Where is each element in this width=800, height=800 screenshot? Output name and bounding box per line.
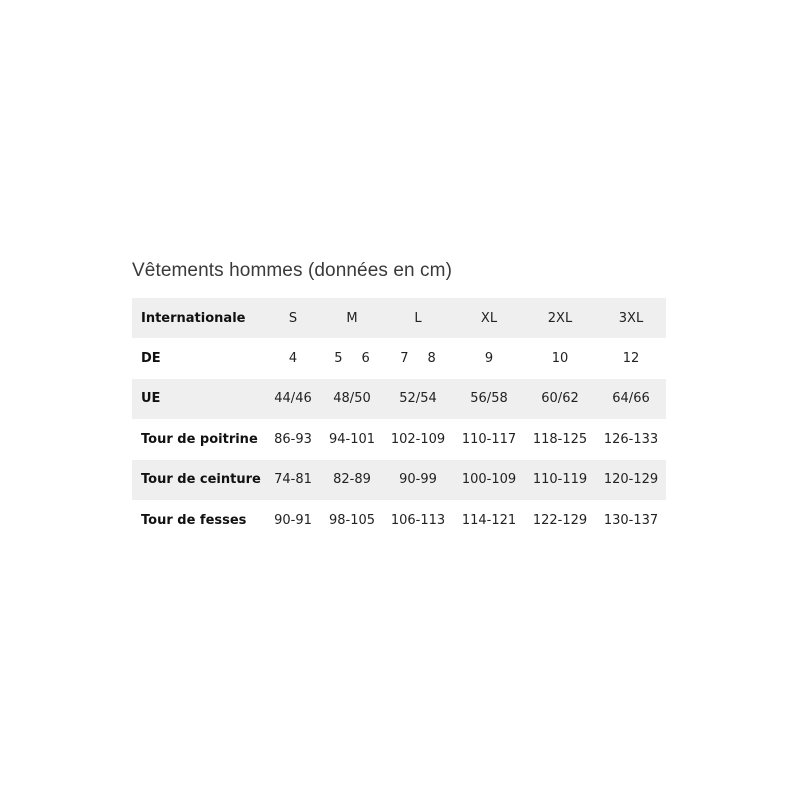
measure-cell: 90-91: [274, 512, 312, 528]
size-cell: XL: [454, 298, 524, 338]
size-cell: 10: [551, 351, 569, 367]
size-cell: 2XL: [524, 298, 596, 338]
size-cell: [382, 338, 454, 378]
size-cell: M: [322, 298, 382, 338]
table-row-de: [132, 338, 666, 378]
measure-cell: 114-121: [461, 512, 517, 528]
table-row-tour-de-poitrine: [132, 419, 666, 459]
measure-cell: 126-133: [603, 431, 659, 447]
measure-cell: 130-137: [603, 512, 659, 528]
measure-cell: 98-105: [328, 512, 376, 528]
measure-cell: 74-81: [264, 460, 322, 500]
row-label: Tour de fesses: [141, 512, 247, 528]
size-chart-table: [132, 298, 666, 540]
size-cell: 44/46: [264, 379, 322, 419]
page-title: Vêtements hommes (données en cm): [132, 260, 453, 281]
size-cell: 9: [484, 351, 494, 367]
size-cell: [322, 338, 382, 378]
size-cell: 56/58: [454, 379, 524, 419]
size-cell: 12: [622, 351, 640, 367]
measure-cell: 106-113: [390, 512, 446, 528]
size-cell: 64/66: [596, 379, 666, 419]
size-cell: 48/50: [322, 379, 382, 419]
row-label: Tour de ceinture: [132, 460, 264, 500]
size-cell: S: [264, 298, 322, 338]
table-row-ue: [132, 379, 666, 419]
measure-cell: 118-125: [532, 431, 588, 447]
size-value: 8: [427, 351, 436, 367]
measure-cell: 102-109: [390, 431, 446, 447]
table-row-tour-de-ceinture: [132, 460, 666, 500]
measure-cell: 110-117: [461, 431, 517, 447]
size-cell: 4: [288, 351, 298, 367]
size-cell: 52/54: [382, 379, 454, 419]
size-value: 7: [400, 351, 409, 367]
row-label: Internationale: [132, 298, 264, 338]
measure-cell: 100-109: [454, 460, 524, 500]
size-cell: 3XL: [596, 298, 666, 338]
size-cell: L: [382, 298, 454, 338]
size-value: 5: [334, 351, 343, 367]
measure-cell: 120-129: [596, 460, 666, 500]
row-label: UE: [132, 379, 264, 419]
size-value: 6: [361, 351, 370, 367]
row-label: Tour de poitrine: [141, 431, 258, 447]
size-cell: 60/62: [524, 379, 596, 419]
measure-cell: 82-89: [322, 460, 382, 500]
table-row-internationale: [132, 298, 666, 338]
measure-cell: 86-93: [274, 431, 312, 447]
measure-cell: 90-99: [382, 460, 454, 500]
measure-cell: 94-101: [328, 431, 376, 447]
measure-cell: 110-119: [524, 460, 596, 500]
row-label: DE: [141, 351, 161, 367]
measure-cell: 122-129: [532, 512, 588, 528]
table-row-tour-de-fesses: [132, 500, 666, 540]
